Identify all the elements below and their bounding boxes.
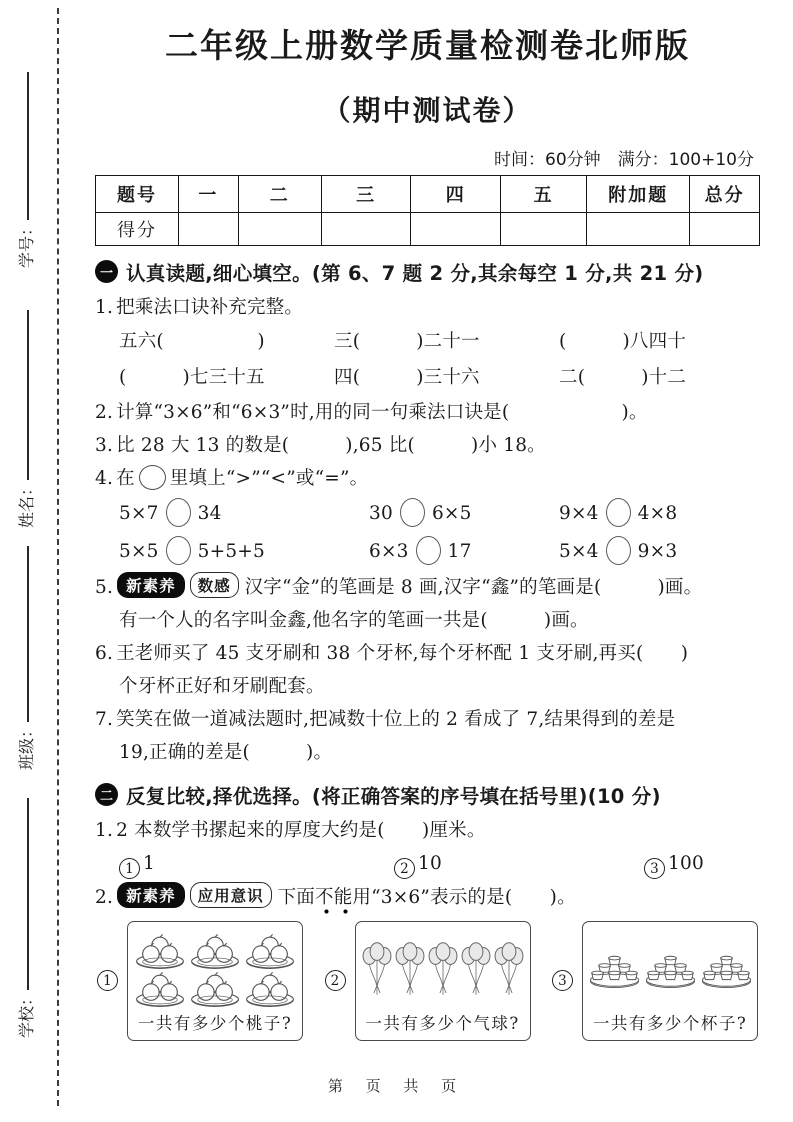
section2-title: 反复比较,择优选择。(将正确答案的序号填在括号里)(10 分) <box>126 784 661 808</box>
picture-caption: 一共有多少个气球? <box>365 1014 520 1034</box>
comparison-item <box>559 495 760 533</box>
rhyme-blank-item: 四( )三十六 <box>334 366 480 388</box>
comparison-item <box>119 495 369 533</box>
comparison-left-value: 5×5 <box>119 540 159 562</box>
student-id-label: 学号： <box>17 219 36 268</box>
score-cell-empty <box>411 212 501 245</box>
score-table-header-cell: 三 <box>321 175 411 212</box>
number-sense-badge: 数感 <box>190 572 239 598</box>
question-text-before: 在 <box>116 467 135 489</box>
score-cell-empty <box>179 212 239 245</box>
margin-dashed-divider <box>57 8 59 1106</box>
name-label: 姓名： <box>17 479 36 528</box>
new-literacy-badge: 新素养 <box>117 882 185 908</box>
picture-option <box>325 921 531 1041</box>
comparison-item <box>369 533 559 571</box>
section1-header <box>95 258 760 286</box>
s1-question-3 <box>95 429 760 462</box>
school-blank-line <box>27 798 29 990</box>
option-number-icon: 1 <box>97 970 118 991</box>
margin-field-student-id <box>14 72 40 268</box>
picture-options-row <box>95 921 760 1041</box>
balloon-bunch-icon <box>395 940 425 1002</box>
balloon-bunch-icon <box>494 940 524 1002</box>
score-cell-empty <box>501 212 587 245</box>
score-cell-empty <box>690 212 760 245</box>
answer-circle-icon <box>416 536 441 565</box>
rhyme-blank-item: ( )七三十五 <box>119 366 265 388</box>
page-footer: 第 页 共 页 <box>327 1077 466 1095</box>
comparison-right-value: 9×3 <box>637 540 678 562</box>
s2-question-1 <box>95 814 760 881</box>
score-cell-empty <box>587 212 690 245</box>
comparison-left-value: 6×3 <box>369 540 409 562</box>
s1-question-1 <box>95 291 760 396</box>
option-value: 10 <box>418 852 442 874</box>
section2-header <box>95 781 760 809</box>
class-label: 班级： <box>17 721 36 770</box>
school-label: 学校： <box>17 989 36 1038</box>
balloon-bunch-icon <box>362 940 392 1002</box>
s1-question-2 <box>95 396 760 429</box>
peach-plate-icon <box>134 933 186 970</box>
s2-question-2 <box>95 881 760 1041</box>
page-title: 二年级上册数学质量检测卷北师版 <box>165 26 690 65</box>
answer-circle-icon <box>400 498 425 527</box>
option-number-icon: 2 <box>394 858 415 879</box>
paper-content <box>95 0 760 1041</box>
question-number: 1. <box>95 296 114 318</box>
question-line <box>95 571 760 604</box>
question-number: 7. <box>95 708 114 730</box>
picture-caption: 一共有多少个杯子? <box>592 1014 748 1034</box>
option-number-icon: 3 <box>552 970 573 991</box>
page-subtitle: （期中测试卷） <box>322 94 533 128</box>
picture-caption: 一共有多少个桃子? <box>137 1014 293 1034</box>
s1-question-4 <box>95 462 760 571</box>
peach-plate-icon <box>244 933 296 970</box>
question-line: 个牙杯正好和牙刷配套。 <box>119 675 325 697</box>
time-info: 时间：60分钟 满分：100+10分 <box>494 149 754 170</box>
s1-question-7 <box>95 703 760 769</box>
peach-plate-icon <box>244 971 296 1008</box>
application-awareness-badge: 应用意识 <box>190 882 272 908</box>
choice-options-row <box>95 847 760 881</box>
comparison-right-value: 5+5+5 <box>197 540 265 562</box>
score-table <box>95 175 760 246</box>
name-blank-line <box>27 310 29 480</box>
option-number-icon: 3 <box>644 858 665 879</box>
comparison-right-value: 6×5 <box>431 502 472 524</box>
question-text: 计算“3×6”和“6×3”时,用的同一句乘法口诀是( )。 <box>116 401 648 423</box>
question-number: 2. <box>95 886 114 908</box>
new-literacy-badge: 新素养 <box>117 572 185 598</box>
picture-option <box>552 921 758 1041</box>
peach-plate-icon <box>189 933 241 970</box>
answer-circle-icon <box>166 498 191 527</box>
multiplication-rhyme-grid <box>95 324 760 396</box>
question-number: 5. <box>95 576 114 598</box>
cup-plate-icon <box>588 952 641 989</box>
rhyme-blank-item: ( )八四十 <box>559 330 687 352</box>
margin-field-school <box>14 798 40 1038</box>
question-line: 19,正确的差是( )。 <box>119 741 333 763</box>
question-number: 6. <box>95 642 114 664</box>
question-line: 有一个人的名字叫金鑫,他名字的笔画一共是( )画。 <box>119 609 589 631</box>
answer-circle-icon <box>139 465 166 490</box>
score-cell-empty <box>238 212 321 245</box>
section2-number-icon: 二 <box>95 783 118 806</box>
score-table-header-cell: 四 <box>411 175 501 212</box>
choice-option <box>644 847 760 881</box>
margin-field-class <box>14 546 40 770</box>
comparison-left-value: 9×4 <box>559 502 599 524</box>
comparison-left-value: 5×7 <box>119 502 159 524</box>
peach-plate-icon <box>189 971 241 1008</box>
comparison-right-value: 17 <box>447 540 472 562</box>
question-line <box>95 637 760 670</box>
question-line <box>95 703 760 736</box>
question-text-emphasized: 不能 <box>315 887 352 914</box>
picture-box <box>127 921 303 1041</box>
balloon-bunch-icon <box>428 940 458 1002</box>
score-table-header-cell: 总分 <box>690 175 760 212</box>
score-cell-empty <box>321 212 411 245</box>
class-blank-line <box>27 546 29 722</box>
score-table-header-cell: 一 <box>179 175 239 212</box>
rhyme-blank-item: 二( )十二 <box>559 366 687 388</box>
section1-number-icon: 一 <box>95 260 118 283</box>
question-text: 把乘法口诀补充完整。 <box>116 296 304 318</box>
rhyme-blank-item: 五六( ) <box>119 330 265 352</box>
picture-icons-area <box>358 927 528 1014</box>
question-number: 1. <box>95 819 114 841</box>
picture-box <box>355 921 531 1041</box>
question-text: 汉字“金”的笔画是 8 画,汉字“鑫”的笔画是( )画。 <box>244 576 703 598</box>
question-number: 3. <box>95 434 114 456</box>
peach-plate-icon <box>134 971 186 1008</box>
score-table-header-cell: 五 <box>501 175 587 212</box>
s1-question-6 <box>95 637 760 703</box>
comparison-item <box>369 495 559 533</box>
student-id-blank-line <box>27 72 29 220</box>
section1-title: 认真读题,细心填空。(第 6、7 题 2 分,其余每空 1 分,共 21 分) <box>126 261 704 285</box>
question-number: 2. <box>95 401 114 423</box>
choice-option <box>394 847 644 881</box>
picture-icons-area <box>585 927 755 1014</box>
question-text-after: 用“3×6”表示的是( )。 <box>352 886 576 908</box>
score-row-label: 得分 <box>96 212 179 245</box>
picture-icons-area <box>130 927 300 1014</box>
balloon-bunch-icon <box>461 940 491 1002</box>
score-table-header-cell: 附加题 <box>587 175 690 212</box>
picture-box <box>582 921 758 1041</box>
comparison-left-value: 5×4 <box>559 540 599 562</box>
answer-circle-icon <box>606 536 631 565</box>
comparison-right-value: 34 <box>197 502 222 524</box>
comparison-item <box>559 533 760 571</box>
choice-option <box>119 847 394 881</box>
answer-circle-icon <box>606 498 631 527</box>
comparison-left-value: 30 <box>369 502 393 524</box>
score-table-header-cell: 二 <box>238 175 321 212</box>
rhyme-blank-item: 三( )二十一 <box>334 330 480 352</box>
option-value: 1 <box>143 852 155 874</box>
question-text-before: 下面 <box>277 886 315 908</box>
cup-plate-icon <box>644 952 697 989</box>
answer-circle-icon <box>166 536 191 565</box>
question-number: 4. <box>95 467 114 489</box>
question-text: 比 28 大 13 的数是( ),65 比( )小 18。 <box>116 434 546 456</box>
cup-plate-icon <box>700 952 753 989</box>
question-text: 王老师买了 45 支牙刷和 38 个牙杯,每个牙杯配 1 支牙刷,再买( ) <box>116 642 689 664</box>
s1-question-5 <box>95 571 760 637</box>
question-text: 笑笑在做一道减法题时,把减数十位上的 2 看成了 7,结果得到的差是 <box>116 708 676 730</box>
score-table-header-row <box>96 175 760 212</box>
comparison-item <box>119 533 369 571</box>
margin-field-name <box>14 310 40 528</box>
question-text: 2 本数学书摞起来的厚度大约是( )厘米。 <box>116 819 486 841</box>
comparison-grid <box>95 495 760 571</box>
score-table-score-row <box>96 212 760 245</box>
comparison-right-value: 4×8 <box>637 502 678 524</box>
picture-option <box>97 921 303 1041</box>
option-number-icon: 2 <box>325 970 346 991</box>
score-table-header-cell: 题号 <box>96 175 179 212</box>
option-value: 100 <box>668 852 704 874</box>
option-number-icon: 1 <box>119 858 140 879</box>
question-text-after: 里填上“>”“<”或“=”。 <box>169 467 369 489</box>
